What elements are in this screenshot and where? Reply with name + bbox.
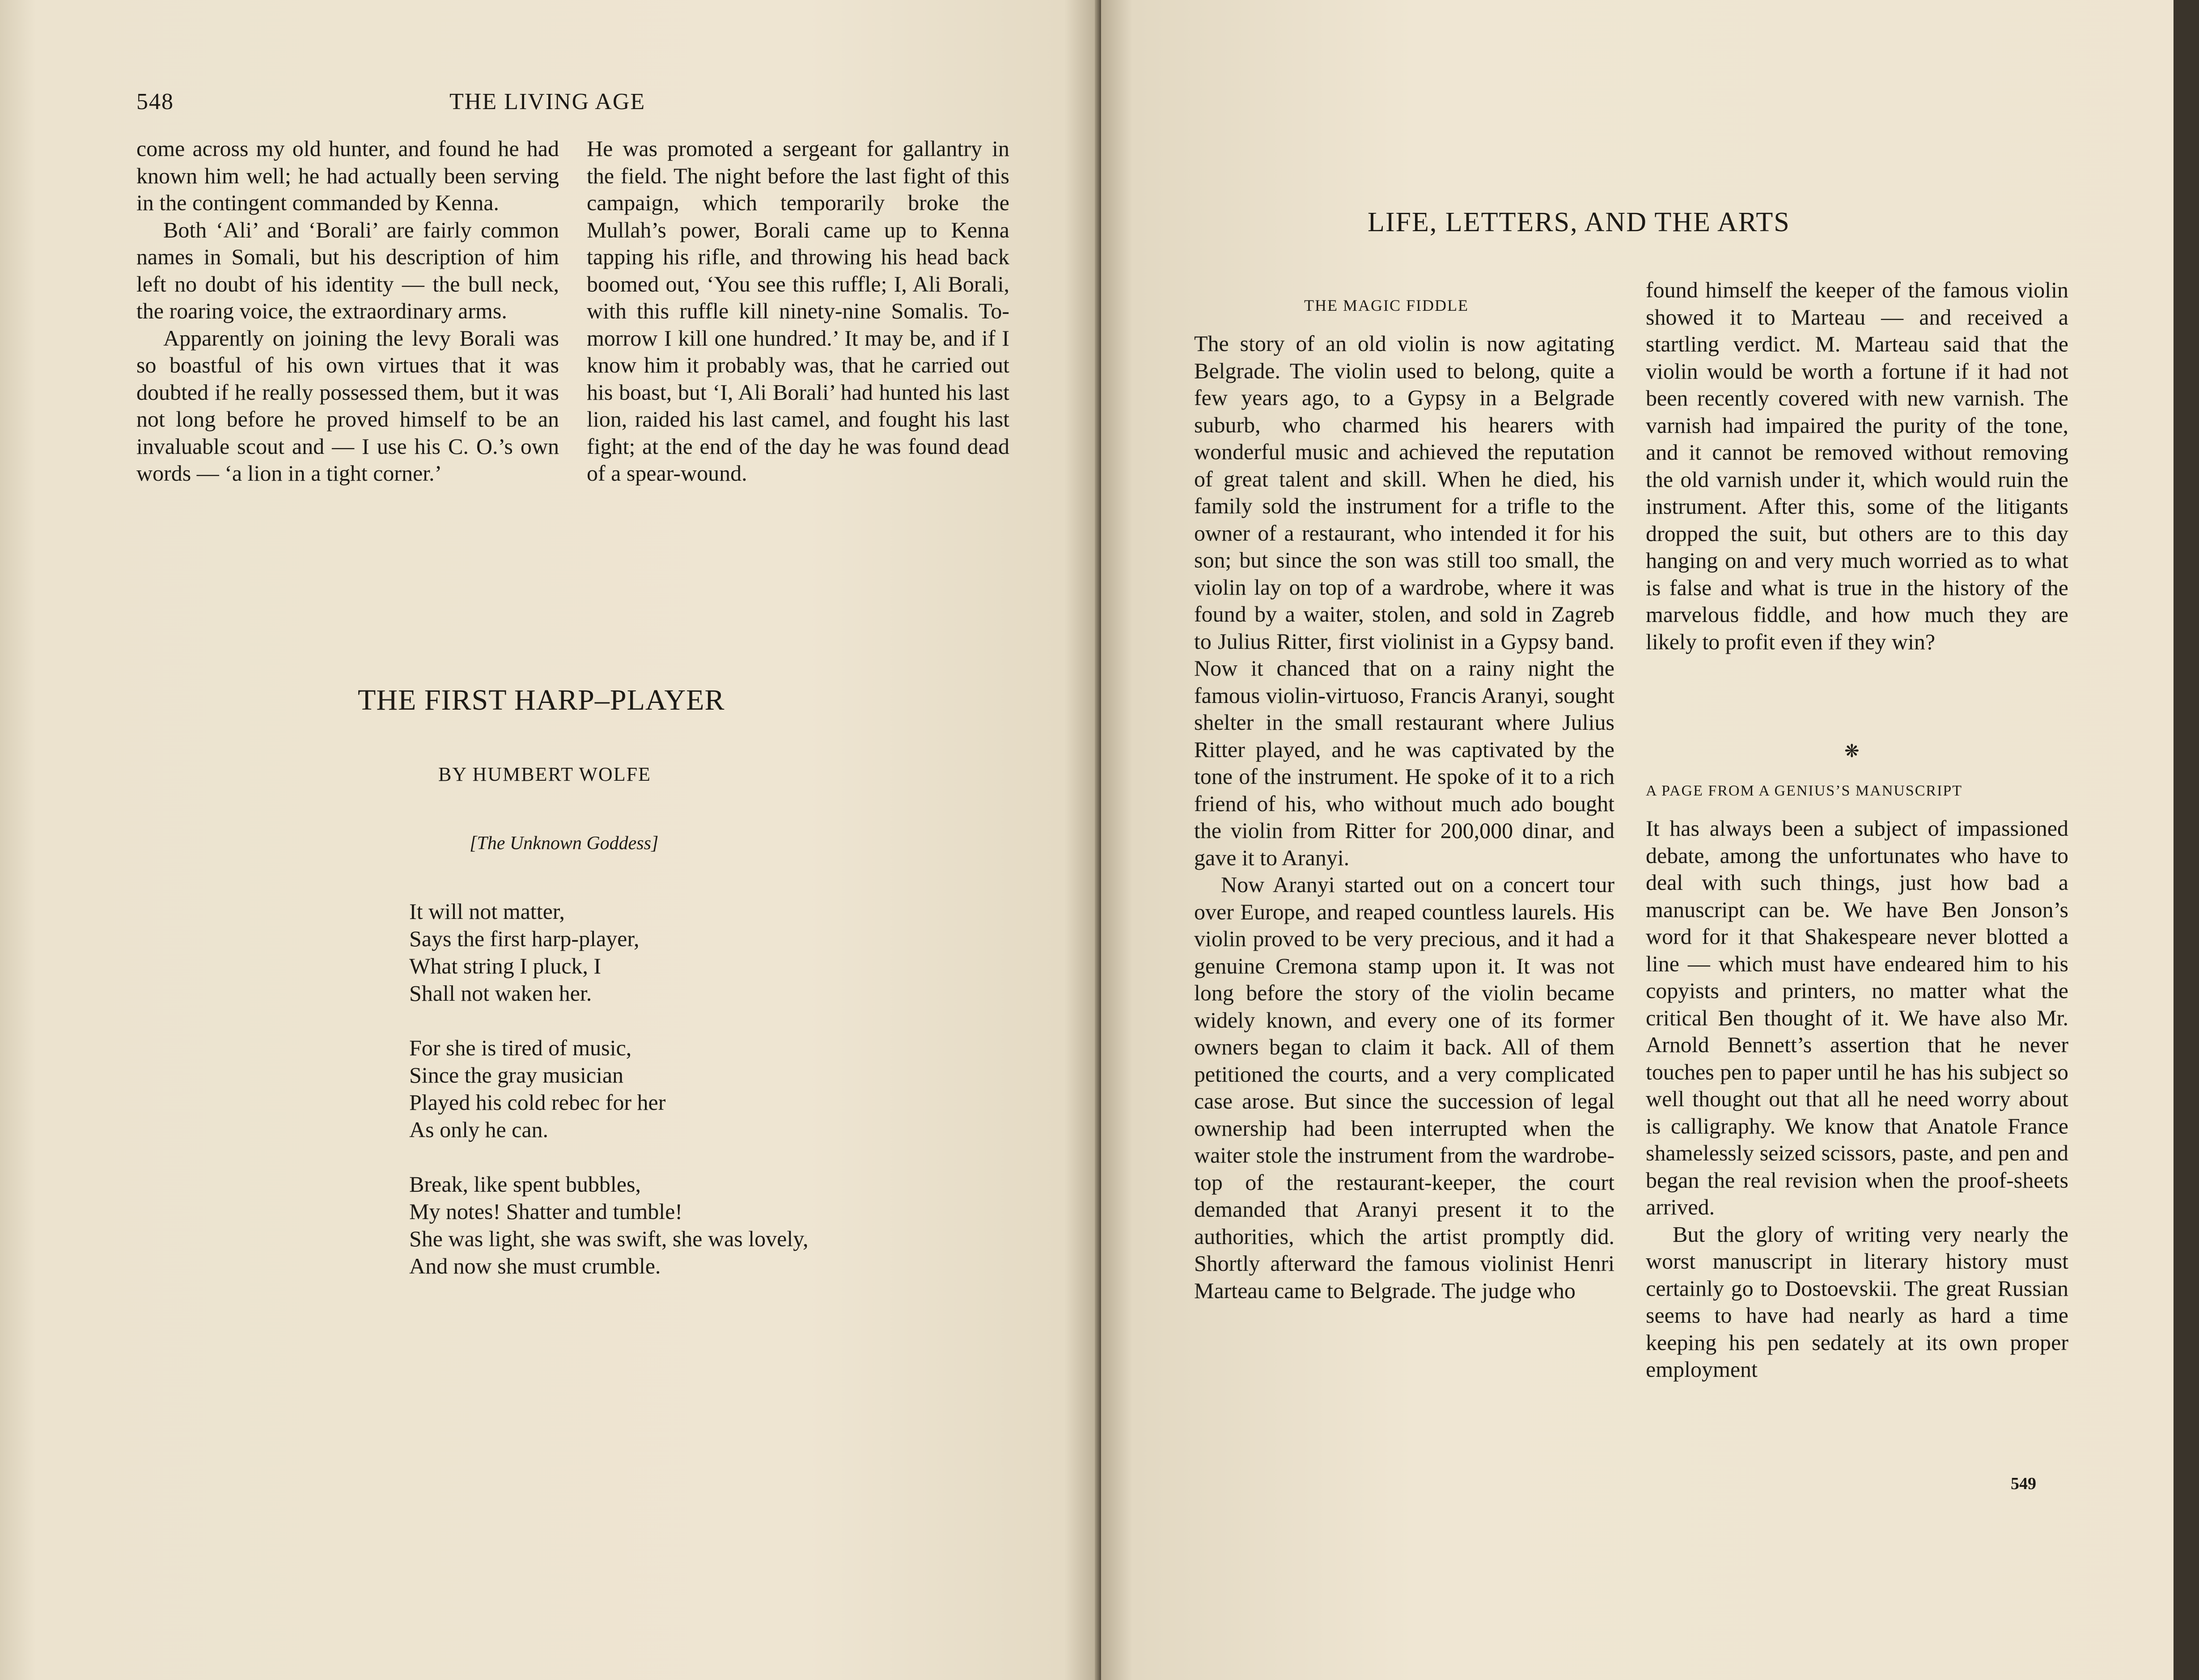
right-column-1 bbox=[1194, 330, 1614, 1304]
running-head-title: THE LIVING AGE bbox=[449, 89, 646, 114]
page-number-right: 549 bbox=[2011, 1474, 2036, 1493]
article-title-genius-manuscript: A PAGE FROM A GENIUS’S MANUSCRIPT bbox=[1646, 783, 1963, 799]
poem-byline: BY HUMBERT WOLFE bbox=[438, 763, 651, 785]
paragraph: found himself the keeper of the famous violin showed it to Marteau — and received a startling verdict. M. Marteau said that the violin would be worth a fortune if it had not been recently covered with new varnish. The varnish had impaired the purity of the tone, and it cannot be removed without removing the old varnish under it, which would ruin the instrument. After this, some of the litigants dropped the suit, but others are to this day hanging on and very much worried as to what is false and what is true in the history of the marvelous fiddle, and how much they are likely to profit even if they win? bbox=[1646, 277, 2068, 654]
poem-stanza bbox=[409, 1034, 808, 1143]
right-page bbox=[1101, 0, 2199, 1680]
poem-stanza bbox=[409, 898, 808, 1007]
poem-line: She was light, she was swift, she was lovely, bbox=[409, 1226, 809, 1251]
poem-line: Says the first harp-player, bbox=[409, 926, 640, 951]
poem-line: As only he can. bbox=[409, 1117, 549, 1142]
paragraph: Apparently on joining the levy Borali was so boastful of his own virtues that it was doubted if he really possessed them, but it was not long before he proved himself to be an invaluable scout and — I use his C. O.’s own words — ‘a lion in a tight corner.’ bbox=[136, 325, 559, 486]
poem-title: THE FIRST HARP–PLAYER bbox=[358, 684, 725, 716]
left-page bbox=[0, 0, 1098, 1680]
poem-line: Shall not waken her. bbox=[409, 981, 592, 1006]
paragraph: It has always been a subject of impassioned debate, among the unfortunates who have to deal with such things, just how bad a manuscript can be. We have Ben Jonson’s word for it that Shakespeare never blotted a line — which must have endeared him to his copyists and printers, no matter what the critical Ben thought of it. We have also Mr. Arnold Bennett’s assertion that he never touches pen to paper until he has his subject so well thought out that all he need worry about is calligraphy. We know that Anatole France shamelessly seized scissors, paste, and pen and began the real revision when the proof-sheets arrived. bbox=[1646, 816, 2068, 1219]
paragraph: Now Aranyi started out on a concert tour over Europe, and reaped countless laurels. His violin proved to be very precious, and it had a genuine Cremona stamp upon it. It was not long before the story of the violin became widely known, and every one of its former owners began to claim it back. All of them petitioned the courts, and a very complicated case arose. But since the succession of legal ownership had been interrupted when the waiter stole the instrument from the wardrobe-top of the restaurant-keeper, the court demanded that Aranyi present it to the authorities, which the artist promptly did. Shortly afterward the famous violinist Henri Marteau came to Belgrade. The judge who bbox=[1194, 872, 1614, 1303]
poem-line: Played his cold rebec for her bbox=[409, 1090, 666, 1115]
poem-line: My notes! Shatter and tumble! bbox=[409, 1199, 682, 1224]
section-divider-ornament: ❋ bbox=[1844, 741, 1860, 761]
poem-line: Break, like spent bubbles, bbox=[409, 1172, 641, 1197]
paragraph: come across my old hunter, and found he had known him well; he had actually been serving in the contingent commanded by Kenna. bbox=[136, 136, 559, 215]
scan-border-right bbox=[2174, 0, 2199, 1680]
article-title-magic-fiddle: THE MAGIC FIDDLE bbox=[1304, 296, 1469, 314]
poem-line: Since the gray musician bbox=[409, 1062, 624, 1088]
paragraph: The story of an old violin is now agitating Belgrade. The violin used to belong, quite a few years ago, to a Gypsy in a Belgrade suburb, who charmed his hearers with wonderful music and achieved the reputation of great talent and skill. When he died, his family sold the instrument for a trifle to the owner of a restaurant, who intended it for his son; but since the son was still too small, the violin lay on top of a wardrobe, where it was found by a waiter, stolen, and sold in Zagreb to Julius Ritter, first violinist in a Gypsy band. Now it chanced that on a rainy night the famous violin-virtuoso, Francis Aranyi, sought shelter in the small restaurant where Julius Ritter played, and he was captivated by the tone of the instrument. He spoke of it to a rich friend of his, who without much ado bought the violin from Ritter for 200,000 dinar, and gave it to Aranyi. bbox=[1194, 331, 1614, 870]
section-title: LIFE, LETTERS, AND THE ARTS bbox=[1368, 207, 1790, 237]
poem-line: What string I pluck, I bbox=[409, 953, 602, 978]
page-number-left: 548 bbox=[136, 89, 174, 114]
left-column-1 bbox=[136, 135, 559, 487]
poem-line: It will not matter, bbox=[409, 899, 565, 924]
poem-source: [The Unknown Goddess] bbox=[470, 833, 659, 854]
poem-stanza bbox=[409, 1171, 808, 1280]
paragraph: Both ‘Ali’ and ‘Borali’ are fairly common names in Somali, but his description of him left no doubt of his identity — the bull neck, the roaring voice, the extraordinary arms. bbox=[136, 217, 559, 323]
left-column-2 bbox=[587, 135, 1009, 487]
paragraph: But the glory of writing very nearly the worst manuscript in literary history must certainly go to Dostoevskii. The great Russian seems to have had nearly as hard a time keeping his pen sedately at its own proper employment bbox=[1646, 1221, 2068, 1382]
poem-body bbox=[409, 898, 808, 1307]
poem-line: And now she must crumble. bbox=[409, 1253, 661, 1278]
paragraph: He was promoted a sergeant for gallantry in the field. The night before the last fight of this campaign, which temporarily broke the Mullah’s power, Borali came up to Kenna tapping his rifle, and throwing his head back boomed out, ‘You see this ruffle; I, Ali Borali, with this ruffle kill ninety-nine Somalis. To-morrow I kill one hundred.’ It may be, and if I know him it probably was, that he carried out his boast, but ‘I, Ali Borali’ had hunted his last lion, raided his last camel, and fought his last fight; at the end of the day he was found dead of a spear-wound. bbox=[587, 136, 1009, 486]
right-column-2-bottom bbox=[1646, 815, 2068, 1383]
right-column-2-top bbox=[1646, 276, 2068, 655]
poem-line: For she is tired of music, bbox=[409, 1035, 632, 1060]
